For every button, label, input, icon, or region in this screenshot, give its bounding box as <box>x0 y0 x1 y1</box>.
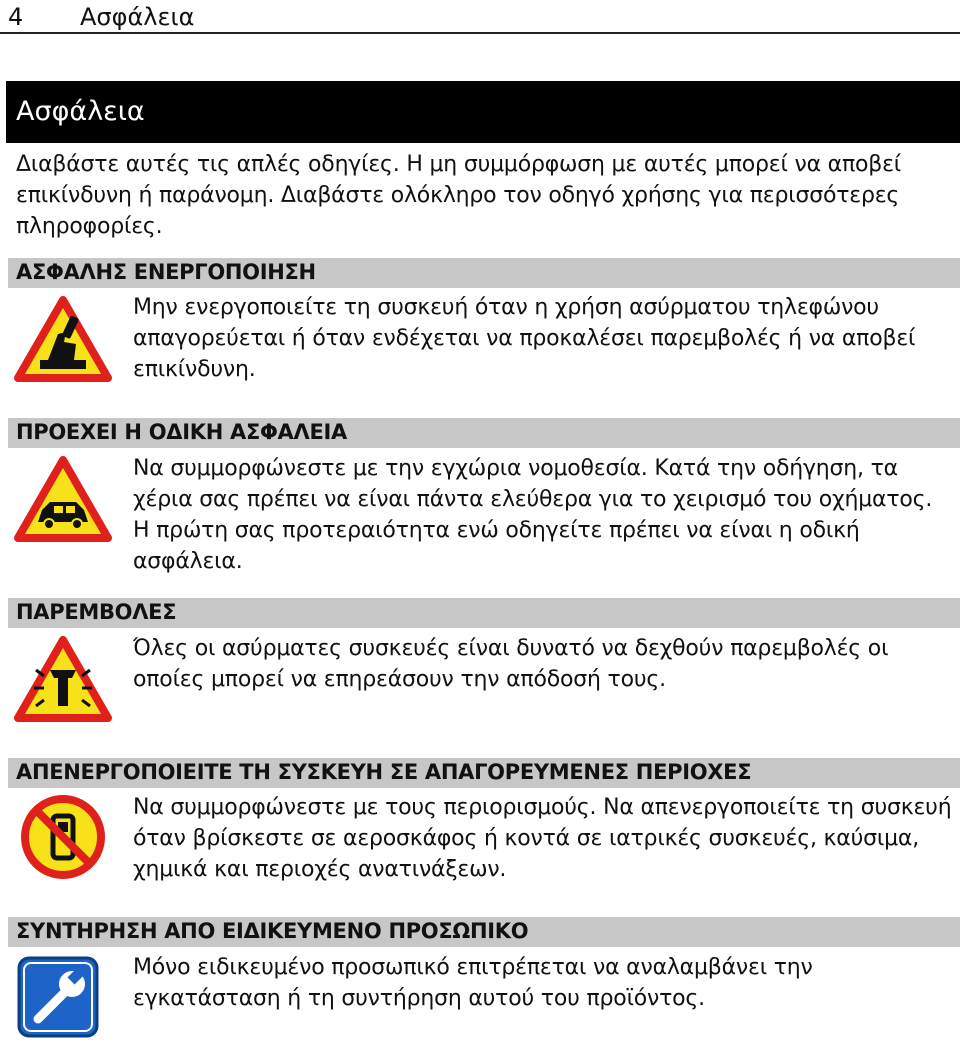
intro-paragraph: Διαβάστε αυτές τις απλές οδηγίες. Η μη συμμόρφωση με αυτές μπορεί να αποβεί επικίνδυνη ή παράνομη. Διαβάστε ολόκληρο τον οδηγό χρήσης για περισσότερες πληροφορίες. <box>16 152 902 239</box>
page-number: 4 <box>8 3 24 31</box>
section-text: Να συμμορφώνεστε με τους περιορισμούς. Να απενεργοποιείτε τη συσκευή όταν βρίσκεστε σε αεροσκάφος ή κοντά σε ιατρικές συσκευές, καύσιμα, χημικά και περιοχές ανατινάξεων. <box>133 795 952 882</box>
section-text: Μην ενεργοποιείτε τη συσκευή όταν η χρήση ασύρματου τηλεφώνου απαγορεύεται ή όταν ενδέχεται να προκαλέσει παρεμβολές ή να αποβεί επικίνδυνη. <box>133 295 916 382</box>
no-phone-icon <box>16 794 110 880</box>
section-heading-bar <box>8 758 960 788</box>
page-header <box>0 0 960 34</box>
section-text: Να συμμορφώνεστε με την εγχώρια νομοθεσία. Κατά την οδήγηση, τα χέρια σας πρέπει να είναι πάντα ελεύθερα για το χειρισμό του οχήματος. Η πρώτη σας προτεραιότητα ενώ οδηγείτε πρέπει να είναι η οδική ασφάλεια. <box>133 456 933 574</box>
car-warning-icon <box>14 456 112 542</box>
interference-warning-icon <box>14 636 112 722</box>
wrench-icon <box>16 955 100 1039</box>
chapter-title: Ασφάλεια <box>16 96 145 127</box>
section-heading: ΠΡΟΕΧΕΙ Η ΟΔΙΚΗ ΑΣΦΑΛΕΙΑ <box>16 420 347 444</box>
section-heading-bar <box>8 418 960 448</box>
section-heading: ΑΠΕΝΕΡΓΟΠΟΙΕΙΤΕ ΤΗ ΣΥΣΚΕΥΗ ΣΕ ΑΠΑΓΟΡΕΥΜΕΝΕΣ ΠΕΡΙΟΧΕΣ <box>16 760 752 784</box>
section-heading-bar <box>8 258 960 288</box>
page-header-title: Ασφάλεια <box>80 3 195 31</box>
section-text: Όλες οι ασύρματες συσκευές είναι δυνατό να δεχθούν παρεμβολές οι οποίες μπορεί να επηρεάσουν την απόδοσή τους. <box>133 636 889 692</box>
section-heading: ΑΣΦΑΛΗΣ ΕΝΕΡΓΟΠΟΙΗΣΗ <box>16 260 316 284</box>
section-heading: ΠΑΡΕΜΒΟΛΕΣ <box>16 600 177 624</box>
section-heading: ΣΥΝΤΗΡΗΣΗ ΑΠΟ ΕΙΔΙΚΕΥΜΕΝΟ ΠΡΟΣΩΠΙΚΟ <box>16 919 529 943</box>
section-heading-bar <box>8 598 960 628</box>
chapter-banner <box>6 81 960 143</box>
section-heading-bar <box>8 917 960 947</box>
section-text: Μόνο ειδικευμένο προσωπικό επιτρέπεται να αναλαμβάνει την εγκατάσταση ή τη συντήρηση αυτού του προϊόντος. <box>133 955 813 1011</box>
hand-phone-warning-icon <box>14 296 112 382</box>
